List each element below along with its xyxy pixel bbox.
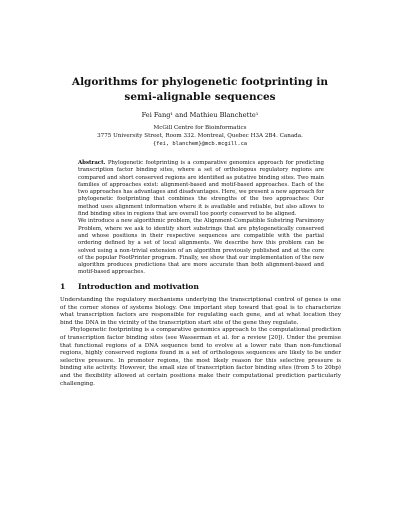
section-title: Introduction and motivation: [77, 282, 199, 291]
body-paragraph-1: Understanding the regulatory mechanisms underlying the transcriptional control of genes is one of the corner stones of systems biology. One important step toward that goal is to characterize what transcription factors are responsible for regulating each gene, and at what location they bind the DNA in the vicinity of the transcription start site of the gene they regulate.: [60, 297, 341, 326]
body-paragraph-2: Phylogenetic footprinting is a comparative genomics approach to the computational prediction of transcription factor binding sites (see Wasserman et al. for a review [20]). Under the premise that functional regions of a DNA sequence tend to evolve at a lower rate than non-functional regions, highly conserved regions found in a set of orthologous sequences are likely to be under selective pressure. In promoter regions, the most likely reason for this selective pressure is binding site activity. However, the small size of transcription factor binding sites (from 5 to 20bp) and the flexibility allowed at certain positions make their computational prediction particularly challenging.: [60, 327, 341, 387]
author-list: Fei Fang¹ and Mathieu Blanchette¹: [141, 111, 259, 119]
affiliation-institute: McGill Centre for Bioinformatics: [153, 125, 247, 131]
abstract-label: Abstract.: [78, 160, 106, 166]
abstract-text-1: Phylogenetic footprinting is a comparative genomics approach for predicting transcription factor binding sites, where a set of orthologous regulatory regions are compared and short conserved regions are identified as putative binding sites. Two main families of approaches exist: alignment-based and motif-based approaches. Each of the two approaches has advantages and disadvantages. Here, we present a new approach for phylogenetic footprinting that combines the strengths of the two approaches: Our method uses alignment information where it is available and reliable, but also allows to find binding sites in regions that are overall too poorly conserved to be aligned.: [78, 160, 324, 218]
affiliation-block: [60, 124, 340, 148]
affiliation-address: 3775 University Street, Room 332. Montreal, Quebec H3A 2B4. Canada.: [97, 133, 303, 139]
author-email: {fei, blanchem}@mcb.mcgill.ca: [152, 141, 248, 147]
section-heading: [60, 282, 199, 291]
paper-title: Algorithms for phylogenetic footprinting in semi-alignable sequences: [71, 76, 329, 103]
body-text: [60, 297, 341, 388]
abstract: [78, 160, 324, 277]
abstract-paragraph-1: [78, 160, 324, 218]
abstract-paragraph-2: We introduce a new algorithmic problem, the Alignment-Compatible Substring Parsimony Problem, where we ask to identify short substrings that are phylogenetically conserved and whose positions in their respective sequences are compatible with the partial ordering defined by a set of local alignments. We describe how this problem can be solved using a non-trivial extension of an algorithm previously published and at the core of the popular FootPrinter program. Finally, we show that our implementation of the new algorithm produces predictions that are more accurate than both alignment-based and motif-based approaches.: [78, 218, 324, 276]
section-number: 1: [60, 282, 66, 291]
